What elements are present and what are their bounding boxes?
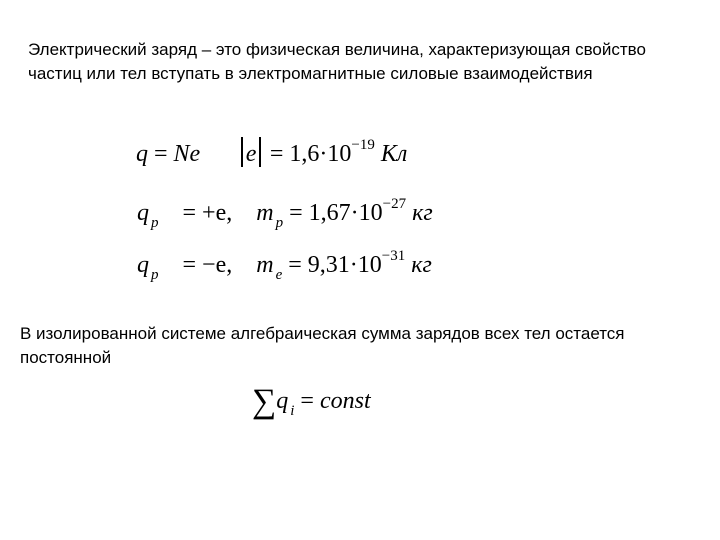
equals-sign: = <box>154 141 168 167</box>
conservation-law-text <box>20 322 680 370</box>
elementary-charge-exponent: −19 <box>351 137 375 153</box>
symbol-q: q <box>137 200 149 226</box>
subscript-i: i <box>290 403 295 419</box>
symbol-m: m <box>256 200 274 226</box>
symbol-e: e <box>245 141 257 167</box>
symbol-m: m <box>256 252 274 278</box>
sigma-symbol: ∑ <box>252 383 277 420</box>
subscript-p: p <box>151 267 159 283</box>
proton-mass-value: 1,67·10 <box>308 200 383 226</box>
equals-sign: = <box>289 200 303 226</box>
charge-definition-text <box>28 38 678 86</box>
equals-sign: = <box>300 388 314 414</box>
electron-charge: = −e, <box>182 252 233 278</box>
abs-bar-left <box>241 137 243 167</box>
symbol-q: q <box>276 388 289 414</box>
electron-mass-value: 9,31·10 <box>307 252 382 278</box>
symbol-q: q <box>136 141 148 167</box>
subscript-p: p <box>151 215 159 231</box>
formula-charge-quantization <box>136 137 407 168</box>
const-text: const <box>319 388 371 414</box>
unit-kg: кг <box>412 200 433 226</box>
formula-electron <box>137 248 432 283</box>
proton-charge: = +e, <box>182 200 233 226</box>
subscript-e: e <box>275 267 283 283</box>
symbol-ne: Ne <box>173 141 201 167</box>
equals-sign: = <box>269 141 284 167</box>
conservation-law: В изолированной системе алгебраическая сумма зарядов всех тел остается постоянной <box>20 324 625 367</box>
charge-definition: Электрический заряд – это физическая величина, характеризующая свойство частиц или тел вступать в электромагнитные силовые взаимодействия <box>28 40 646 83</box>
abs-bar-right <box>259 137 261 167</box>
subscript-p: p <box>275 215 284 231</box>
equals-sign: = <box>288 252 302 278</box>
formula-proton <box>137 196 433 231</box>
unit-coulomb: Кл <box>380 141 408 167</box>
formula-charge-conservation <box>252 383 371 420</box>
proton-mass-exponent: −27 <box>382 196 407 212</box>
elementary-charge-value: 1,6·10 <box>289 141 352 167</box>
unit-kg: кг <box>411 252 432 278</box>
electron-mass-exponent: −31 <box>381 248 406 264</box>
symbol-q: q <box>137 252 149 278</box>
